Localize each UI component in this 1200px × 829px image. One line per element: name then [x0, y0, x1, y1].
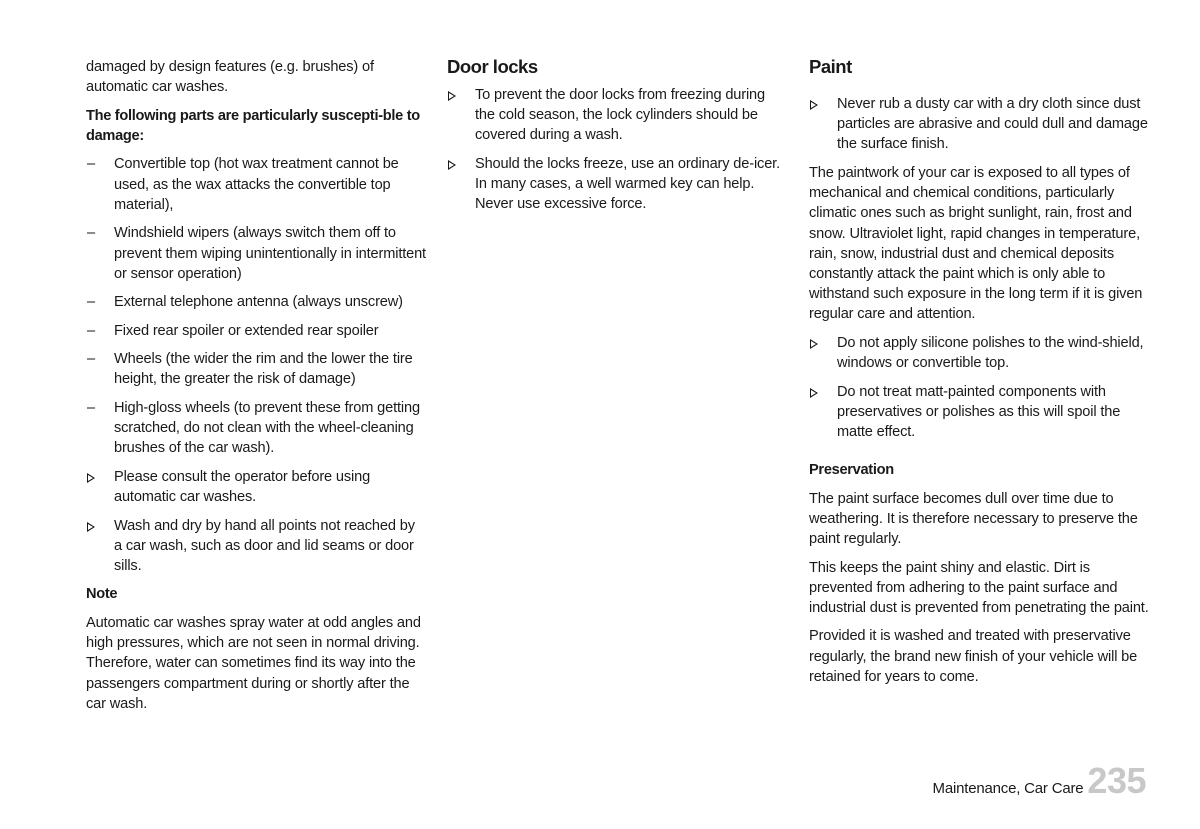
paint-paragraph: The paintwork of your car is exposed to all types of mechanical and chemical conditions, particularly climatic ones such as bright sunlight, rain, frost and snow. Ultraviolet light, rapid changes in temperature, rain, snow, industrial dust and chemical deposits constantly attack the paint which is only able to withstand such exposure in the long term if it is given regular care and attention.: [809, 164, 1143, 323]
dash-marker: –: [87, 225, 95, 242]
list-item: – External telephone antenna (always unscrew): [86, 292, 426, 312]
arrow-icon: [810, 388, 818, 398]
preservation-paragraph: The paint surface becomes dull over time due to weathering. It is therefore necessary to preserve the paint regularly.: [809, 490, 1138, 548]
instruction-item: Wash and dry by hand all points not reached by a car wash, such as door and lid seams or door sills.: [86, 516, 426, 577]
door-locks-heading: Door locks: [447, 56, 538, 77]
column-middle: [447, 56, 787, 223]
preservation-paragraph: This keeps the paint shiny and elastic. Dirt is prevented from adhering to the paint surface and industrial dust is prevented from penetrating the paint.: [809, 559, 1149, 616]
column-left: [86, 56, 426, 722]
preservation-heading: Preservation: [809, 462, 894, 479]
list-item: – Convertible top (hot wax treatment cannot be used, as the wax attacks the convertible top material),: [87, 156, 399, 213]
paint-heading: Paint: [809, 56, 852, 77]
dash-marker: –: [87, 351, 95, 368]
arrow-icon: [810, 339, 818, 349]
instruction-item: Never rub a dusty car with a dry cloth since dust particles are abrasive and could dull and damage the surface finish.: [809, 94, 1151, 155]
preservation-paragraph: Provided it is washed and treated with preservative regularly, the brand new finish of your vehicle will be retained for years to come.: [809, 628, 1138, 685]
list-item: – High-gloss wheels (to prevent these from getting scratched, do not clean with the wheel-cleaning brushes of the car wash).: [87, 399, 420, 457]
list-item: – Wheels (the wider the rim and the lower the tire height, the greater the risk of damage): [87, 351, 413, 388]
note-heading: Note: [86, 586, 118, 603]
list-item: – Windshield wipers (always switch them off to prevent them wiping unintentionally in intermittent or sensor operation): [87, 225, 426, 282]
page-number: 235: [1087, 760, 1146, 801]
instruction-item: Do not apply silicone polishes to the wind-shield, windows or convertible top.: [809, 333, 1151, 373]
arrow-icon: [448, 160, 456, 170]
dash-marker: –: [87, 399, 95, 416]
dash-marker: –: [87, 156, 95, 173]
dash-marker: –: [87, 322, 95, 339]
page-footer: [933, 760, 1146, 802]
arrow-icon: [810, 100, 818, 110]
dash-marker: –: [87, 294, 95, 311]
instruction-item: To prevent the door locks from freezing during the cold season, the lock cylinders should be covered during a wash.: [447, 85, 787, 146]
note-text: Automatic car washes spray water at odd angles and high pressures, which are not seen in normal driving. Therefore, water can sometimes find its way into the passengers compartment during or shortly after the car wash.: [86, 614, 421, 712]
instruction-item: Should the locks freeze, use an ordinary de-icer. In many cases, a well warmed key can help. Never use excessive force.: [447, 154, 787, 215]
parts-heading: The following parts are particularly suscepti-ble to damage:: [86, 107, 420, 144]
instruction-item: Do not treat matt-painted components with preservatives or polishes as this will spoil the matte effect.: [809, 382, 1151, 443]
instruction-item: Please consult the operator before using automatic car washes.: [86, 467, 426, 507]
list-item: – Fixed rear spoiler or extended rear spoiler: [86, 321, 426, 341]
arrow-icon: [87, 522, 95, 532]
column-right: [809, 56, 1151, 695]
arrow-icon: [448, 91, 456, 101]
section-title: Maintenance, Car Care: [932, 780, 1084, 797]
arrow-icon: [87, 473, 95, 483]
intro-text: damaged by design features (e.g. brushes) of automatic car washes.: [86, 59, 374, 96]
